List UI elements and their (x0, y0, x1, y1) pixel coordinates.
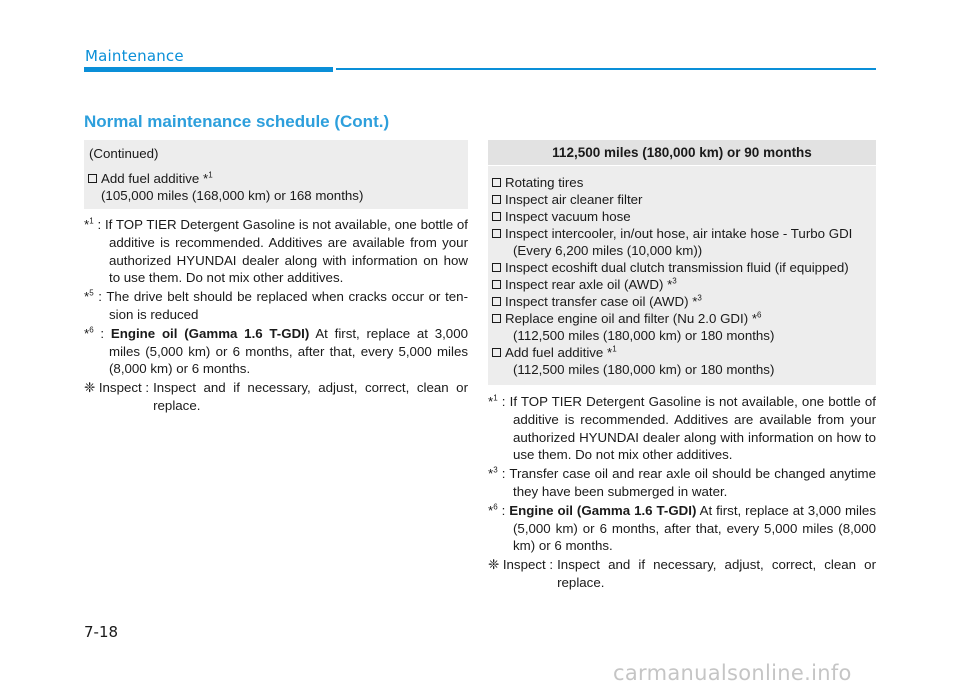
checkbox-icon (492, 348, 501, 357)
page-number: 7-18 (84, 623, 119, 641)
list-item: Rotating tires (492, 174, 874, 191)
header-rule-thick (84, 67, 333, 72)
checkbox-icon (492, 263, 501, 272)
list-item: Inspect air cleaner filter (492, 191, 874, 208)
checkbox-icon (492, 314, 501, 323)
list-item: Inspect vacuum hose (492, 208, 874, 225)
inspect-label: ❈ Inspect : (84, 380, 150, 396)
footnote: *$^3$ : Transfer case oil and rear axle oil should be changed anytime they have been submerged in water. (488, 465, 877, 499)
interval-header-text: 112,500 miles (180,000 km) or 90 months (552, 145, 812, 160)
checkbox-icon (492, 229, 501, 238)
checkbox-icon (492, 212, 501, 221)
checkbox-icon (492, 178, 501, 187)
inspect-label: ❈ Inspect : (488, 557, 554, 573)
list-item-detail: (112,500 miles (180,000 km) or 180 months) (513, 328, 775, 343)
interval-header (488, 140, 876, 165)
page-title: Normal maintenance schedule (Cont.) (84, 112, 390, 131)
list-item: Inspect transfer case oil (AWD) *$^3$ (492, 293, 874, 310)
footnote: *$^1$ : If TOP TIER Detergent Gasoline is not available, one bottle of additive is recommended. Additives are available from your authorized HYUNDAI dealer along with information on how to use them. Do not mix other additives. (84, 216, 468, 286)
footnote: *$^6$ : Engine oil (Gamma 1.6 T-GDI) At first, replace at 3,000 miles (5,000 km) or 6 months, after that, every 5,000 miles (8,000 km) or 6 months. (488, 502, 876, 554)
list-item: Replace engine oil and filter (Nu 2.0 GDI) *$^6$ (492, 310, 874, 327)
inspect-text: Inspect and if necessary, adjust, correct, clean or replace. (153, 380, 468, 413)
item-sup: 1 (208, 170, 213, 180)
inspect-note (488, 556, 876, 592)
right-notes (488, 393, 876, 592)
right-schedule-list (492, 174, 874, 378)
checkbox-icon (492, 297, 501, 306)
list-item: Inspect intercooler, in/out hose, air intake hose - Turbo GDI (492, 225, 874, 242)
left-item-detail: (105,000 miles (168,000 km) or 168 months) (101, 188, 364, 203)
watermark: carmanualsonline.info (613, 661, 852, 685)
continued-label: (Continued) (89, 146, 159, 161)
left-notes (84, 216, 468, 415)
checkbox-icon (88, 174, 97, 183)
list-item: Add fuel additive *$^1$ (492, 344, 874, 361)
list-item-detail: (112,500 miles (180,000 km) or 180 months) (513, 362, 775, 377)
footnote: *$^6$ : Engine oil (Gamma 1.6 T-GDI) At first, replace at 3,000 miles (5,000 km) or 6 months, after that, every 5,000 miles (8,000 km) or 6 months. (84, 325, 468, 377)
checkbox-icon (492, 280, 501, 289)
list-item-detail: (Every 6,200 miles (10,000 km)) (513, 243, 703, 258)
footnote: *$^1$ : If TOP TIER Detergent Gasoline is not available, one bottle of additive is recommended. Additives are available from your authorized HYUNDAI dealer along with information on how to use them. Do not mix other additives. (488, 393, 877, 463)
list-item: Inspect rear axle oil (AWD) *$^3$ (492, 276, 874, 293)
header-rule-thin (336, 68, 876, 70)
item-label: Add fuel additive * (101, 171, 209, 186)
section-label: Maintenance (85, 47, 184, 65)
inspect-text: Inspect and if necessary, adjust, correct, clean or replace. (557, 557, 876, 590)
list-item: Inspect ecoshift dual clutch transmission fluid (if equipped) (492, 259, 874, 276)
left-schedule-item (88, 170, 213, 187)
checkbox-icon (492, 195, 501, 204)
inspect-note (84, 379, 468, 415)
footnote: *$^5$ : The drive belt should be replaced when cracks occur or tension is reduced (84, 288, 468, 322)
